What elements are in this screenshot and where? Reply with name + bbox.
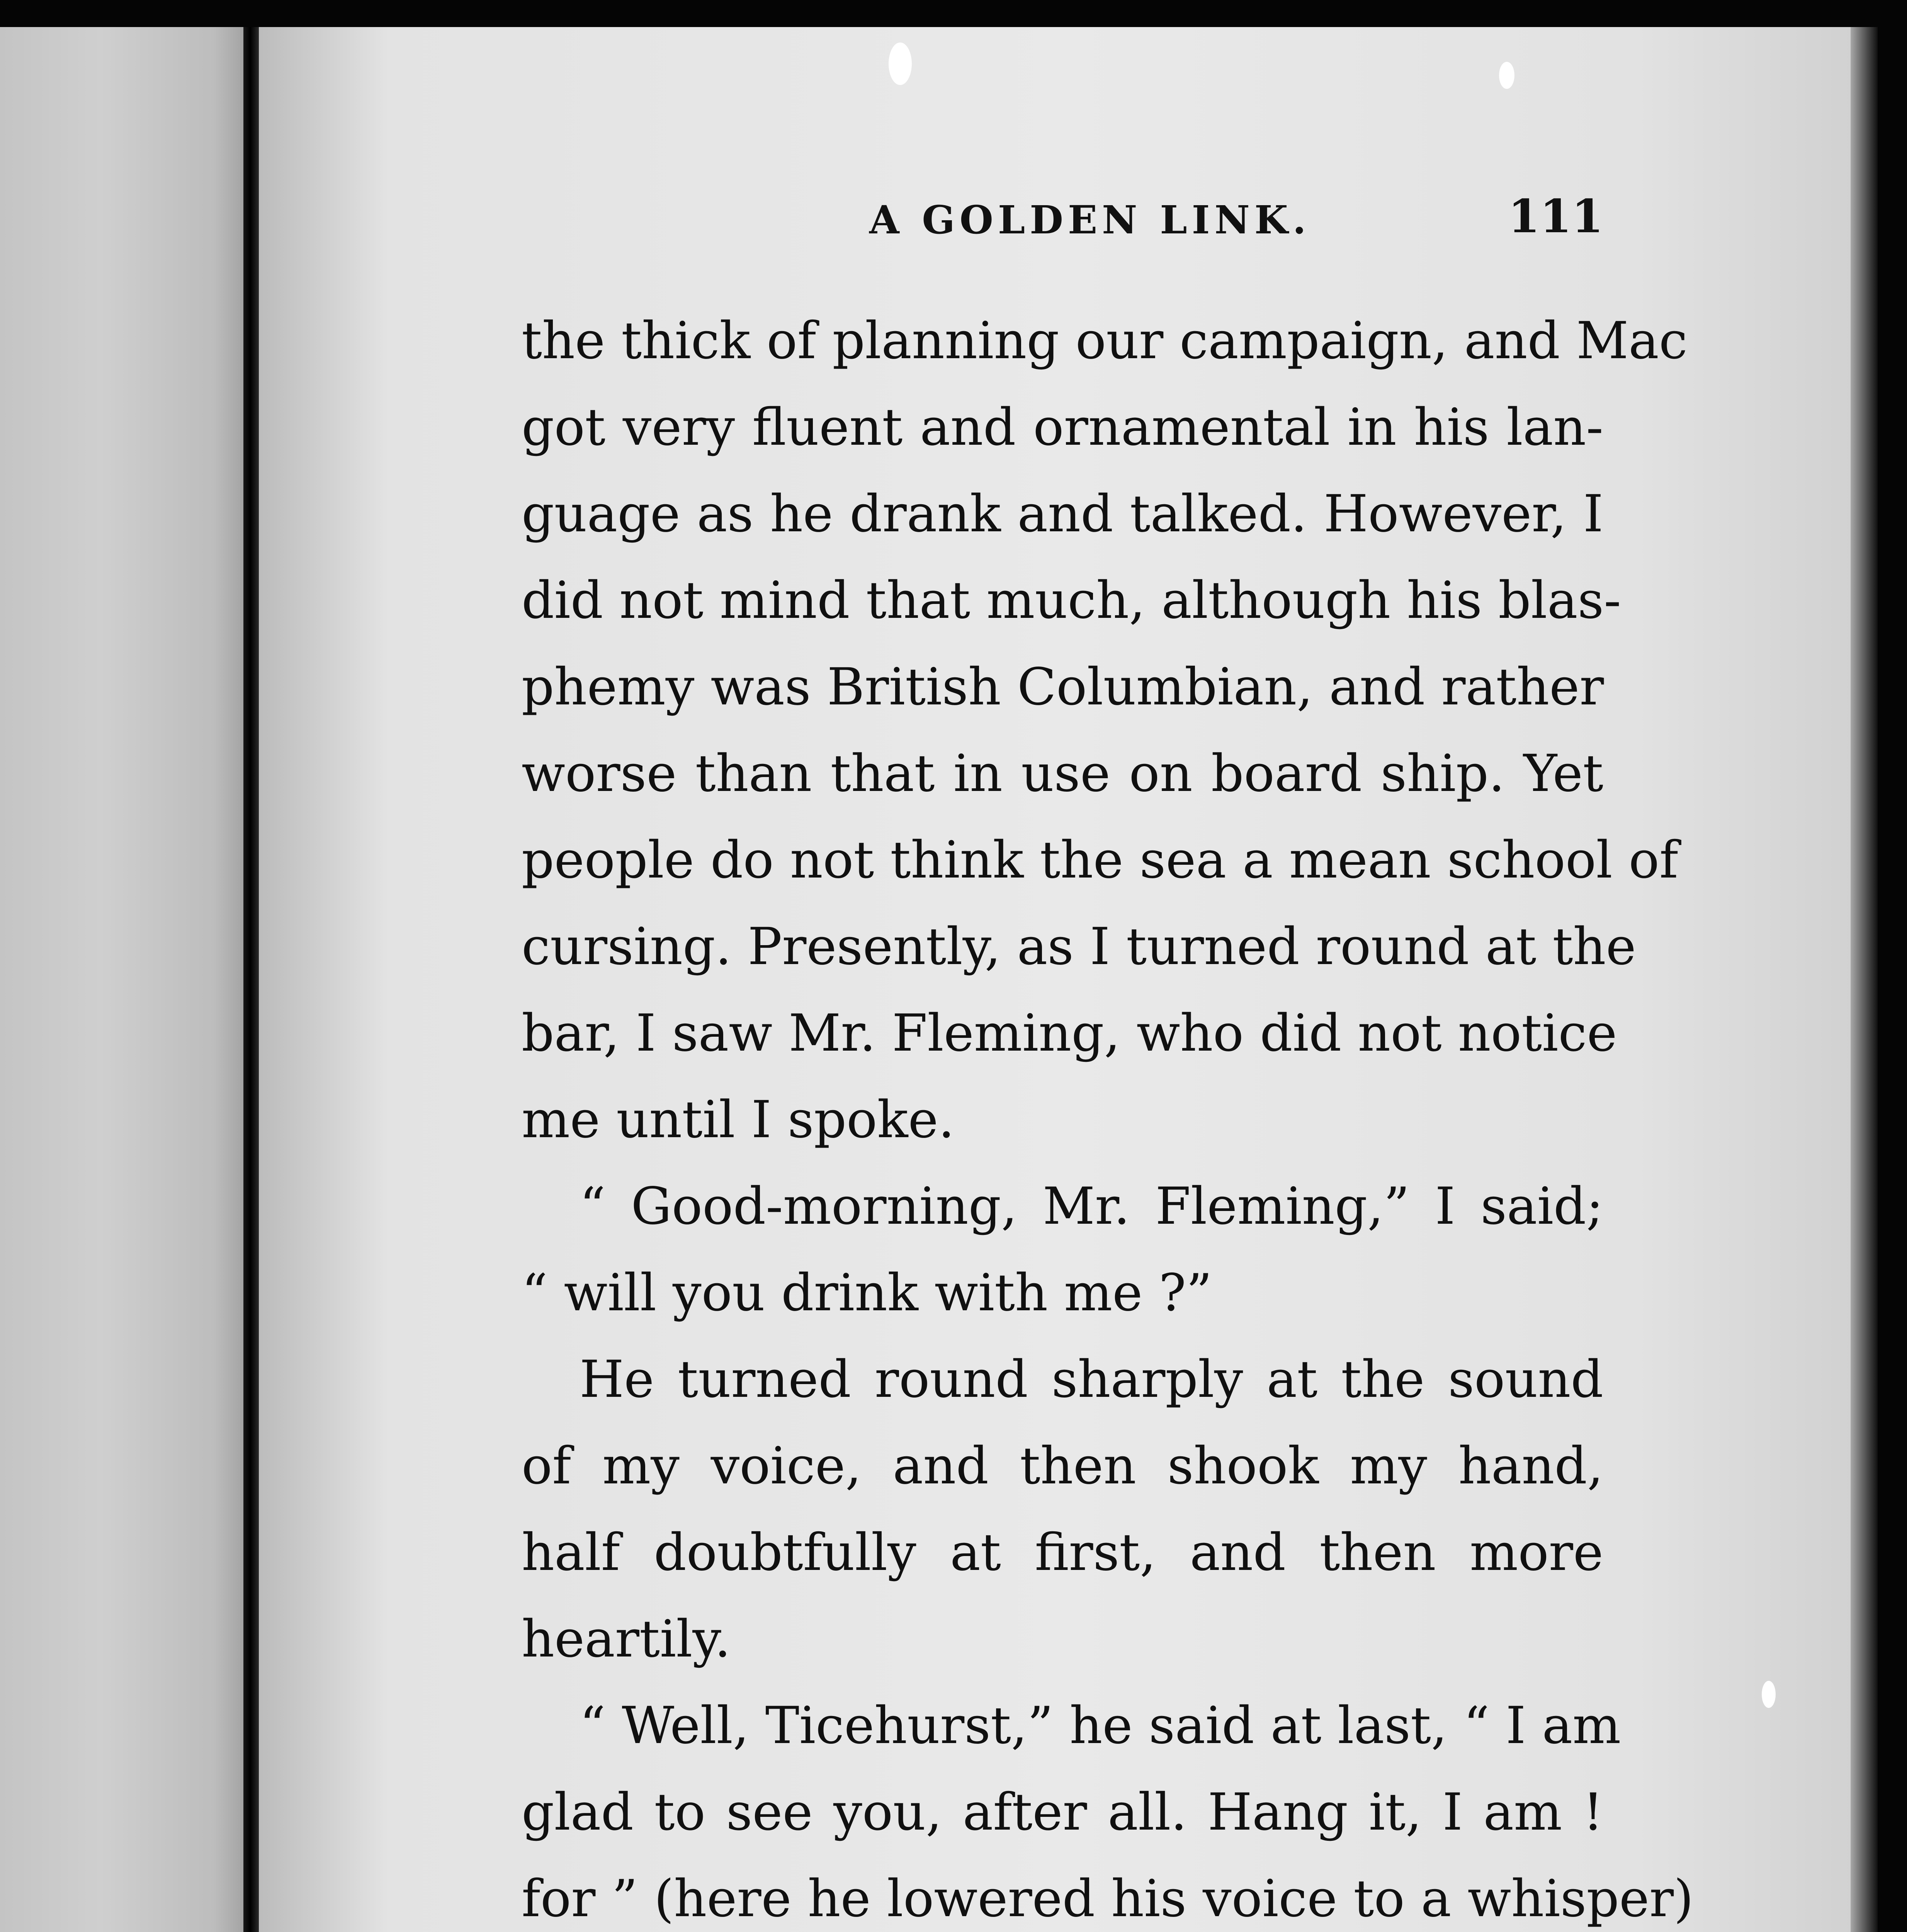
text-line: glad to see you, after all. Hang it, I am !: [522, 1782, 1603, 1842]
page-right-edge: [1851, 27, 1878, 1932]
paper-speck: [1762, 1681, 1776, 1708]
running-head: [522, 182, 1603, 251]
page-number: 111: [1508, 189, 1603, 243]
text-line: me until I spoke.: [522, 1090, 955, 1150]
text-line: people do not think the sea a mean school of: [522, 830, 1678, 890]
text-line: half doubtfully at first, and then more: [522, 1523, 1603, 1582]
text-line: “ Well, Ticehurst,” he said at last, “ I am: [580, 1696, 1621, 1755]
body-text: [522, 298, 1694, 1932]
text-line: bar, I saw Mr. Fleming, who did not notice: [522, 1003, 1617, 1063]
text-line: “ will you drink with me ?”: [522, 1263, 1212, 1323]
text-line: cursing. Presently, as I turned round at the: [522, 917, 1636, 976]
running-title: A GOLDEN LINK.: [869, 197, 1311, 243]
book-binding-edge: [243, 27, 259, 1932]
text-line: “ Good-morning, Mr. Fleming,” I said;: [580, 1177, 1603, 1236]
text-line: did not mind that much, although his blas-: [522, 571, 1621, 630]
text-line: of my voice, and then shook my hand,: [522, 1436, 1603, 1496]
facing-page-margin: [0, 27, 251, 1932]
text-line: heartily.: [522, 1609, 731, 1669]
text-line: for ” (here he lowered his voice to a whisper): [522, 1869, 1694, 1929]
text-line: He turned round sharply at the sound: [580, 1350, 1603, 1409]
text-line: guage as he drank and talked. However, I: [522, 484, 1603, 544]
text-line: got very fluent and ornamental in his lan-: [522, 398, 1603, 457]
text-line: worse than that in use on board ship. Yet: [522, 744, 1603, 803]
text-line: phemy was British Columbian, and rather: [522, 657, 1604, 717]
paper-speck: [1499, 62, 1514, 89]
book-page-spread: [0, 27, 1878, 1932]
text-line: the thick of planning our campaign, and Mac: [522, 311, 1688, 371]
paper-speck: [889, 43, 912, 85]
